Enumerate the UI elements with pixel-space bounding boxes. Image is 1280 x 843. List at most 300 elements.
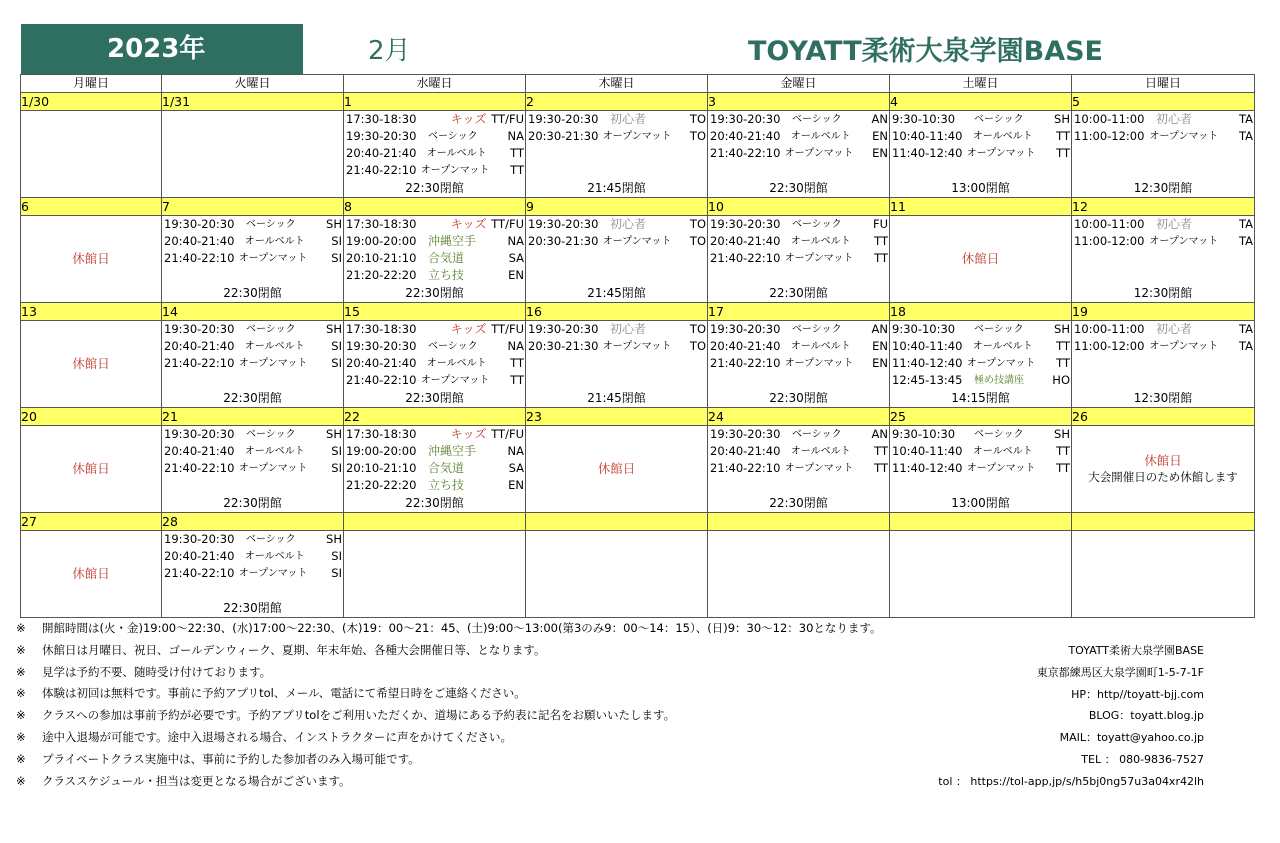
day-schedule bbox=[162, 216, 343, 302]
calendar-table bbox=[20, 74, 1255, 618]
class-name: オープンマット bbox=[784, 253, 854, 264]
closing-time: 13:00閉館 bbox=[951, 181, 1010, 195]
instructor-code: TT bbox=[510, 146, 524, 160]
day-schedule bbox=[708, 111, 889, 197]
instructor-code: TT bbox=[510, 356, 524, 370]
class-time: 17:30-18:30 bbox=[346, 322, 417, 336]
closing-time: 22:30閉館 bbox=[405, 496, 464, 510]
day-cell bbox=[708, 216, 890, 303]
class-time: 19:30-20:30 bbox=[164, 427, 235, 441]
instructor-code: TT bbox=[1056, 339, 1070, 353]
class-name: 合気道 bbox=[428, 461, 465, 475]
date-row bbox=[21, 93, 1255, 111]
class-entry bbox=[1072, 338, 1254, 355]
note-item bbox=[16, 727, 882, 749]
day-cell bbox=[344, 426, 526, 513]
class-name: オールベルト bbox=[426, 148, 487, 159]
class-time: 9:30-10:30 bbox=[892, 427, 956, 441]
class-name: オープンマット bbox=[1149, 341, 1219, 352]
closed-label: 休館日 bbox=[961, 251, 1000, 266]
class-entry bbox=[890, 460, 1071, 477]
instructor-code: AN bbox=[871, 112, 888, 126]
class-name: オールベルト bbox=[790, 131, 851, 142]
class-entry bbox=[890, 338, 1071, 355]
gym-title: TOYATT柔術大泉学園BASE bbox=[748, 36, 1103, 67]
class-name: オールベルト bbox=[790, 341, 851, 352]
instructor-code: TA bbox=[1239, 112, 1253, 126]
class-time: 21:40-22:10 bbox=[346, 163, 417, 177]
date-number: 24 bbox=[708, 408, 890, 426]
instructor-code: TT bbox=[874, 251, 888, 265]
closed-note: 大会開催日のため休館します bbox=[1088, 470, 1238, 484]
day-cell bbox=[708, 321, 890, 408]
date-number: 12 bbox=[1072, 198, 1255, 216]
class-name: ベーシック bbox=[792, 324, 842, 335]
class-entry bbox=[162, 426, 343, 443]
class-name: オールベルト bbox=[972, 446, 1033, 457]
date-number: 25 bbox=[890, 408, 1072, 426]
class-time: 20:40-21:40 bbox=[710, 444, 781, 458]
class-time: 10:00-11:00 bbox=[1074, 322, 1145, 336]
instructor-code: TT bbox=[874, 234, 888, 248]
class-name: オープンマット bbox=[784, 358, 854, 369]
instructor-code: FU bbox=[872, 217, 888, 231]
note-text: 見学は予約不要、随時受け付けております。 bbox=[42, 664, 272, 679]
class-entry bbox=[344, 267, 525, 284]
closed-label: 休館日 bbox=[72, 356, 110, 371]
class-time: 9:30-10:30 bbox=[892, 112, 956, 126]
date-row bbox=[21, 303, 1255, 321]
day-schedule bbox=[1072, 321, 1254, 407]
closing-time: 21:45閉館 bbox=[587, 181, 646, 195]
contact-info bbox=[938, 640, 1204, 793]
instructor-code: SI bbox=[331, 251, 342, 265]
class-entry bbox=[890, 372, 1071, 389]
day-cell bbox=[890, 426, 1072, 513]
instructor-code: TA bbox=[1239, 129, 1253, 143]
day-cell bbox=[708, 426, 890, 513]
class-entry bbox=[526, 338, 707, 355]
closing-time: 22:30閉館 bbox=[769, 286, 828, 300]
day-schedule bbox=[344, 426, 525, 512]
class-name: キッズ bbox=[450, 427, 487, 441]
date-number bbox=[526, 513, 708, 531]
day-schedule bbox=[344, 321, 525, 407]
class-time: 21:40-22:10 bbox=[164, 461, 235, 475]
class-name: 立ち技 bbox=[428, 268, 465, 282]
instructor-code: TO bbox=[689, 234, 706, 248]
day-schedule bbox=[890, 321, 1071, 407]
class-time: 11:40-12:40 bbox=[892, 146, 963, 160]
day-cell bbox=[344, 321, 526, 408]
instructor-code: SA bbox=[508, 461, 524, 475]
class-entry bbox=[344, 372, 525, 389]
class-name: ベーシック bbox=[792, 114, 842, 125]
note-mark: ※ bbox=[16, 642, 26, 657]
closing-time: 21:45閉館 bbox=[587, 391, 646, 405]
note-mark: ※ bbox=[16, 751, 26, 766]
closing-time: 14:15閉館 bbox=[951, 391, 1010, 405]
day-cell bbox=[21, 216, 162, 303]
class-time: 11:00-12:00 bbox=[1074, 129, 1145, 143]
class-entry bbox=[526, 321, 707, 338]
class-entry bbox=[526, 128, 707, 145]
weekday-mon: 月曜日 bbox=[21, 75, 162, 93]
class-name: オープンマット bbox=[238, 358, 308, 369]
date-number bbox=[344, 513, 526, 531]
class-time: 17:30-18:30 bbox=[346, 112, 417, 126]
instructor-code: SI bbox=[331, 549, 342, 563]
date-number: 15 bbox=[344, 303, 526, 321]
contact-line: TEL ： 080-9836-7527 bbox=[1081, 752, 1204, 766]
class-entry bbox=[162, 355, 343, 372]
contact-line: tol ： https://tol-app,jp/s/h5bj0ng57u3a04xr42lh bbox=[938, 774, 1204, 788]
instructor-code: EN bbox=[872, 356, 888, 370]
day-cell bbox=[344, 531, 526, 618]
class-entry bbox=[708, 338, 889, 355]
day-schedule bbox=[162, 321, 343, 407]
instructor-code: AN bbox=[871, 427, 888, 441]
class-entry bbox=[1072, 111, 1254, 128]
class-entry bbox=[1072, 233, 1254, 250]
class-time: 9:30-10:30 bbox=[892, 322, 956, 336]
schedule-row bbox=[21, 216, 1255, 303]
date-number: 9 bbox=[526, 198, 708, 216]
note-item bbox=[16, 705, 882, 727]
instructor-code: TT bbox=[1056, 146, 1070, 160]
instructor-code: EN bbox=[872, 129, 888, 143]
class-name: キッズ bbox=[450, 217, 487, 231]
class-entry bbox=[890, 355, 1071, 372]
day-schedule bbox=[708, 321, 889, 407]
class-name: オープンマット bbox=[238, 253, 308, 264]
closing-time: 13:00閉館 bbox=[951, 496, 1010, 510]
day-schedule bbox=[890, 216, 1071, 302]
day-schedule bbox=[1072, 111, 1254, 197]
day-cell bbox=[162, 426, 344, 513]
class-entry bbox=[344, 321, 525, 338]
class-time: 19:30-20:30 bbox=[710, 217, 781, 231]
class-name: キッズ bbox=[450, 322, 487, 336]
day-schedule bbox=[890, 426, 1071, 512]
day-cell bbox=[526, 216, 708, 303]
class-entry bbox=[708, 443, 889, 460]
schedule-row bbox=[21, 531, 1255, 618]
class-name: 合気道 bbox=[428, 251, 465, 265]
class-time: 20:40-21:40 bbox=[346, 146, 417, 160]
date-number: 10 bbox=[708, 198, 890, 216]
day-cell bbox=[890, 111, 1072, 198]
instructor-code: TO bbox=[689, 217, 706, 231]
instructor-code: TT/FU bbox=[491, 217, 524, 231]
closing-time: 21:45閉館 bbox=[587, 286, 646, 300]
day-cell bbox=[708, 111, 890, 198]
contact-line: HP：http//toyatt-bjj.com bbox=[1071, 687, 1204, 701]
date-number: 3 bbox=[708, 93, 890, 111]
instructor-code: SA bbox=[508, 251, 524, 265]
date-number bbox=[708, 513, 890, 531]
note-item bbox=[16, 771, 882, 793]
class-entry bbox=[526, 216, 707, 233]
year-banner: 2023年 bbox=[21, 24, 303, 74]
day-cell bbox=[162, 111, 344, 198]
closing-time: 22:30閉館 bbox=[769, 496, 828, 510]
class-entry bbox=[344, 233, 525, 250]
class-name: ベーシック bbox=[974, 114, 1024, 125]
class-name: オープンマット bbox=[966, 463, 1036, 474]
instructor-code: TA bbox=[1239, 217, 1253, 231]
instructor-code: TT bbox=[1056, 444, 1070, 458]
date-number: 1/30 bbox=[21, 93, 162, 111]
class-entry bbox=[162, 338, 343, 355]
closing-time: 22:30閉館 bbox=[769, 181, 828, 195]
note-item bbox=[16, 618, 882, 640]
closing-time: 22:30閉館 bbox=[405, 181, 464, 195]
closed-label: 休館日 bbox=[72, 566, 110, 581]
date-number bbox=[890, 513, 1072, 531]
class-entry bbox=[162, 548, 343, 565]
class-entry bbox=[890, 128, 1071, 145]
class-entry bbox=[344, 250, 525, 267]
class-time: 17:30-18:30 bbox=[346, 427, 417, 441]
date-number: 1/31 bbox=[162, 93, 344, 111]
instructor-code: SH bbox=[1054, 322, 1070, 336]
closing-time: 22:30閉館 bbox=[223, 286, 282, 300]
day-schedule bbox=[708, 216, 889, 302]
day-schedule bbox=[21, 531, 161, 617]
day-cell bbox=[890, 216, 1072, 303]
class-entry bbox=[708, 145, 889, 162]
class-name: 初心者 bbox=[610, 112, 647, 126]
class-name: 初心者 bbox=[1156, 112, 1193, 126]
day-cell bbox=[526, 426, 708, 513]
schedule-row bbox=[21, 426, 1255, 513]
class-time: 20:30-21:30 bbox=[528, 129, 599, 143]
note-text: プライベートクラス実施中は、事前に予約した参加者のみ入場可能です。 bbox=[42, 751, 420, 766]
class-name: オープンマット bbox=[238, 463, 308, 474]
date-row bbox=[21, 513, 1255, 531]
class-time: 19:30-20:30 bbox=[346, 339, 417, 353]
date-number: 22 bbox=[344, 408, 526, 426]
class-name: ベーシック bbox=[428, 341, 478, 352]
class-name: オープンマット bbox=[784, 463, 854, 474]
class-entry bbox=[708, 111, 889, 128]
class-entry bbox=[162, 321, 343, 338]
closed-label: 休館日 bbox=[597, 461, 636, 476]
class-time: 19:30-20:30 bbox=[710, 112, 781, 126]
instructor-code: TO bbox=[689, 129, 706, 143]
class-time: 19:30-20:30 bbox=[164, 322, 235, 336]
class-entry bbox=[890, 111, 1071, 128]
contact-line: MAIL：toyatt@yahoo.co.jp bbox=[1059, 731, 1204, 745]
date-number: 27 bbox=[21, 513, 162, 531]
day-schedule bbox=[21, 111, 161, 197]
instructor-code: TT bbox=[874, 444, 888, 458]
class-time: 12:45-13:45 bbox=[892, 373, 963, 387]
date-number: 8 bbox=[344, 198, 526, 216]
instructor-code: SI bbox=[331, 356, 342, 370]
instructor-code: AN bbox=[871, 322, 888, 336]
date-number: 5 bbox=[1072, 93, 1255, 111]
class-name: ベーシック bbox=[974, 429, 1024, 440]
class-entry bbox=[708, 460, 889, 477]
date-number: 26 bbox=[1072, 408, 1255, 426]
day-schedule bbox=[708, 531, 889, 617]
weekday-tue: 火曜日 bbox=[162, 75, 344, 93]
class-entry bbox=[162, 531, 343, 548]
class-entry bbox=[526, 111, 707, 128]
date-number: 11 bbox=[890, 198, 1072, 216]
day-cell bbox=[1072, 111, 1255, 198]
date-number: 18 bbox=[890, 303, 1072, 321]
instructor-code: SI bbox=[331, 566, 342, 580]
class-time: 10:40-11:40 bbox=[892, 444, 963, 458]
closing-time: 12:30閉館 bbox=[1133, 391, 1193, 405]
note-text: 開館時間は(火・金)19:00～22:30、(水)17:00～22:30、(木)19：00～21：45、(土)9:00～13:00(第3のみ9：00～14：15）、(日)9：30～12：30となります。 bbox=[42, 621, 882, 635]
class-entry bbox=[344, 162, 525, 179]
class-name: オールベルト bbox=[790, 236, 851, 247]
class-time: 19:30-20:30 bbox=[528, 217, 599, 231]
class-name: 極め技講座 bbox=[974, 375, 1024, 386]
note-mark: ※ bbox=[16, 621, 26, 635]
class-entry bbox=[344, 355, 525, 372]
day-schedule bbox=[162, 426, 343, 512]
day-cell bbox=[526, 111, 708, 198]
day-schedule bbox=[162, 531, 343, 617]
weekday-wed: 水曜日 bbox=[344, 75, 526, 93]
class-time: 11:40-12:40 bbox=[892, 461, 963, 475]
closing-time: 22:30閉館 bbox=[223, 496, 282, 510]
class-entry bbox=[344, 426, 525, 443]
day-schedule bbox=[344, 531, 525, 617]
day-cell bbox=[1072, 216, 1255, 303]
class-time: 17:30-18:30 bbox=[346, 217, 417, 231]
note-text: 休館日は月曜日、祝日、ゴールデンウィーク、夏期、年末年始、各種大会開催日等、となります。 bbox=[42, 642, 546, 657]
class-name: オールベルト bbox=[244, 341, 305, 352]
class-name: ベーシック bbox=[974, 324, 1024, 335]
notes-list bbox=[16, 618, 882, 792]
class-entry bbox=[162, 443, 343, 460]
class-name: オープンマット bbox=[238, 568, 308, 579]
date-number: 2 bbox=[526, 93, 708, 111]
class-name: ベーシック bbox=[792, 429, 842, 440]
contact-line: TOYATT柔術大泉学園BASE bbox=[1068, 644, 1204, 657]
weekday-fri: 金曜日 bbox=[708, 75, 890, 93]
instructor-code: EN bbox=[508, 478, 524, 492]
day-schedule bbox=[890, 531, 1071, 617]
instructor-code: SI bbox=[331, 339, 342, 353]
class-entry bbox=[344, 145, 525, 162]
class-name: ベーシック bbox=[246, 324, 296, 335]
class-name: オールベルト bbox=[244, 551, 305, 562]
class-time: 21:40-22:10 bbox=[164, 251, 235, 265]
closing-time: 22:30閉館 bbox=[769, 391, 828, 405]
instructor-code: TT bbox=[1056, 461, 1070, 475]
class-time: 21:40-22:10 bbox=[346, 373, 417, 387]
note-text: 途中入退場が可能です。途中入退場される場合、インストラクターに声をかけてください。 bbox=[42, 729, 512, 744]
instructor-code: TT bbox=[1056, 129, 1070, 143]
date-number: 19 bbox=[1072, 303, 1255, 321]
note-item bbox=[16, 683, 882, 705]
class-name: オールベルト bbox=[244, 236, 305, 247]
class-name: オープンマット bbox=[602, 131, 672, 142]
date-number: 7 bbox=[162, 198, 344, 216]
day-schedule bbox=[526, 321, 707, 407]
day-cell bbox=[162, 321, 344, 408]
class-time: 20:40-21:40 bbox=[710, 339, 781, 353]
day-cell bbox=[1072, 426, 1255, 513]
class-entry bbox=[708, 233, 889, 250]
day-cell bbox=[344, 216, 526, 303]
closing-time: 22:30閉館 bbox=[405, 286, 464, 300]
date-number: 28 bbox=[162, 513, 344, 531]
closing-time: 22:30閉館 bbox=[223, 601, 282, 615]
class-entry bbox=[162, 233, 343, 250]
day-schedule bbox=[344, 216, 525, 302]
day-cell bbox=[21, 111, 162, 198]
class-time: 10:00-11:00 bbox=[1074, 112, 1145, 126]
class-time: 20:40-21:40 bbox=[346, 356, 417, 370]
class-entry bbox=[162, 460, 343, 477]
weekday-sun: 日曜日 bbox=[1072, 75, 1255, 93]
instructor-code: TO bbox=[689, 112, 706, 126]
instructor-code: SH bbox=[326, 217, 342, 231]
class-time: 11:00-12:00 bbox=[1074, 234, 1145, 248]
day-schedule bbox=[1072, 216, 1254, 302]
instructor-code: TA bbox=[1239, 339, 1253, 353]
day-cell bbox=[1072, 531, 1255, 618]
day-schedule bbox=[21, 216, 161, 302]
class-entry bbox=[344, 477, 525, 494]
class-name: オープンマット bbox=[1149, 236, 1219, 247]
class-name: オープンマット bbox=[420, 375, 490, 386]
month-title: 2月 bbox=[368, 36, 411, 66]
instructor-code: TT/FU bbox=[491, 322, 524, 336]
instructor-code: SH bbox=[326, 322, 342, 336]
class-time: 20:40-21:40 bbox=[164, 549, 235, 563]
closing-time: 12:30閉館 bbox=[1133, 181, 1193, 195]
day-schedule bbox=[526, 111, 707, 197]
day-schedule bbox=[162, 111, 343, 197]
instructor-code: TO bbox=[689, 322, 706, 336]
class-time: 11:40-12:40 bbox=[892, 356, 963, 370]
class-time: 20:30-21:30 bbox=[528, 339, 599, 353]
class-entry bbox=[890, 321, 1071, 338]
closed-label: 休館日 bbox=[1144, 453, 1182, 468]
day-cell bbox=[890, 531, 1072, 618]
date-number: 1 bbox=[344, 93, 526, 111]
class-entry bbox=[708, 128, 889, 145]
instructor-code: TO bbox=[689, 339, 706, 353]
instructor-code: NA bbox=[507, 234, 524, 248]
class-time: 20:10-21:10 bbox=[346, 461, 417, 475]
class-name: ベーシック bbox=[246, 534, 296, 545]
class-name: オールベルト bbox=[790, 446, 851, 457]
contact-line: 東京都練馬区大泉学園町1-5-7-1F bbox=[1036, 665, 1204, 679]
instructor-code: EN bbox=[872, 146, 888, 160]
day-cell bbox=[526, 531, 708, 618]
class-time: 20:30-21:30 bbox=[528, 234, 599, 248]
day-schedule bbox=[21, 426, 161, 512]
day-cell bbox=[344, 111, 526, 198]
class-time: 21:40-22:10 bbox=[164, 566, 235, 580]
class-time: 20:10-21:10 bbox=[346, 251, 417, 265]
instructor-code: TT bbox=[1056, 356, 1070, 370]
class-name: キッズ bbox=[450, 112, 487, 126]
class-entry bbox=[162, 216, 343, 233]
instructor-code: SI bbox=[331, 461, 342, 475]
class-time: 21:40-22:10 bbox=[710, 251, 781, 265]
